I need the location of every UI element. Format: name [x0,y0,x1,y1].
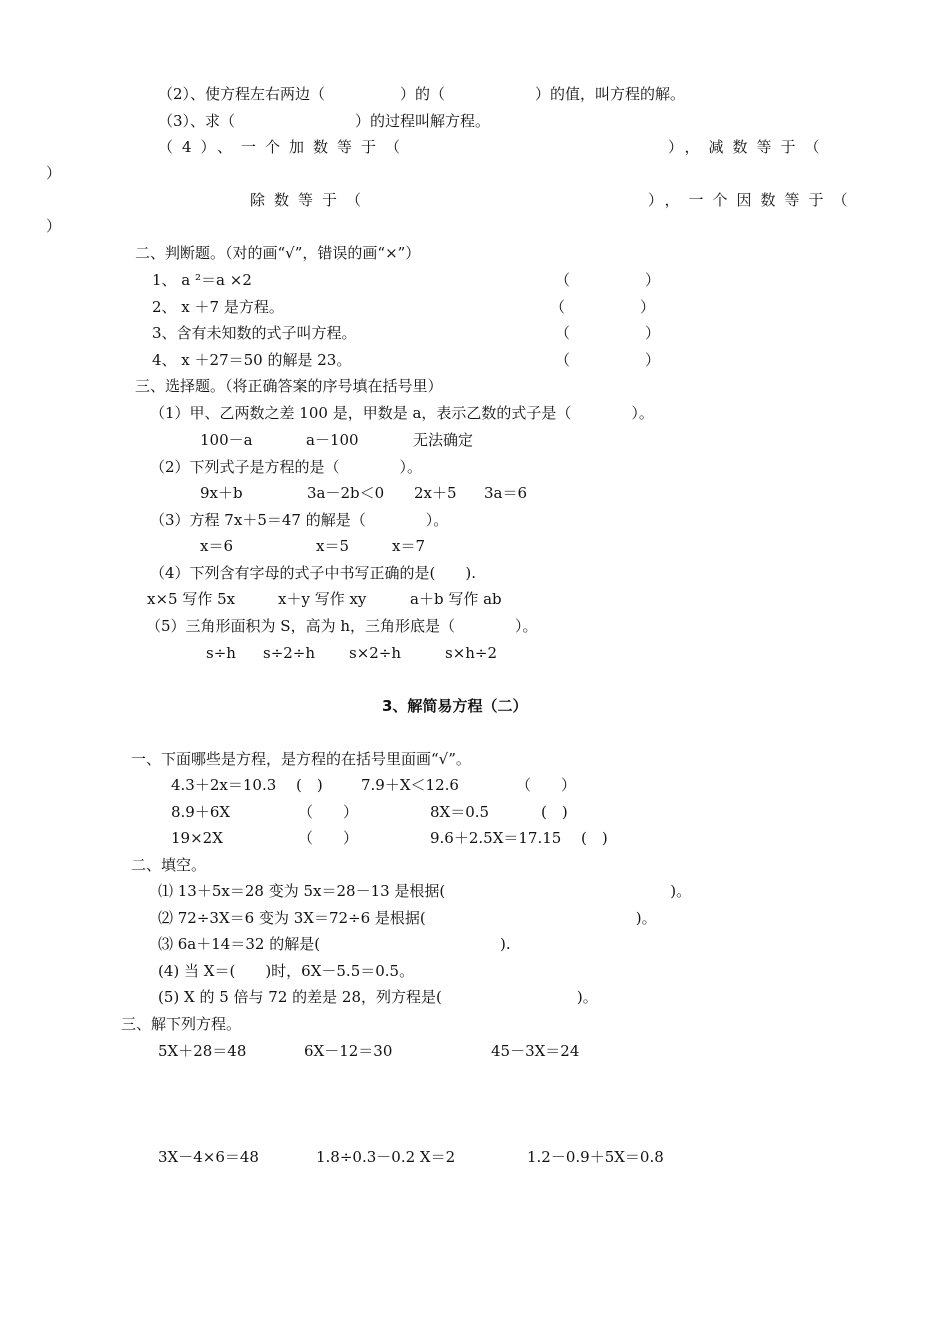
s1-bracket: ( ) [541,803,568,821]
choice-option: 2x＋5 [414,484,457,502]
choice-option: s÷2÷h [263,644,316,662]
fill-q3: （3）、求（ ）的过程叫解方程。 [158,112,491,130]
choice-q4: （4）下列含有字母的式子中书写正确的是( ). [150,564,477,582]
judge-bracket: （ ） [555,351,661,369]
fill-q4a-end: ），减数等于（ [668,138,829,156]
s1-expr: 7.9＋X＜12.6 [361,776,459,794]
choice-q2: （2）下列式子是方程的是（ ）。 [150,458,423,476]
s1-expr: 9.6＋2.5X＝17.15 [430,829,562,847]
choice-option: a＋b 写作 ab [410,590,502,608]
choice-option: x＝5 [316,537,350,555]
s1-heading: 一、下面哪些是方程，是方程的在括号里面画“√”。 [131,750,471,768]
judge-item: 3、含有未知数的式子叫方程。 [152,324,357,342]
fill-q4b-end: ），一个因数等于（ [648,191,857,209]
choice-q5: （5）三角形面积为 S，高为 h，三角形底是（ ）。 [146,617,538,635]
s2-item: ⑴ 13＋5x＝28 变为 5x＝28－13 是根据( )。 [158,882,692,900]
fill-q4a: （4）、一个加数等于（ [158,138,410,156]
judge-item: 1、 a ²＝a ×2 [152,271,252,289]
choice-option: a－100 [306,431,359,449]
equation: 1.8÷0.3－0.2 X＝2 [316,1148,456,1166]
fill-q4b: 除数等于（ [250,191,371,209]
judge-item: 2、 x ＋7 是方程。 [152,298,284,316]
judge-bracket: （ ） [555,324,661,342]
choice-option: 无法确定 [413,431,474,449]
judge-bracket: （ ） [550,298,656,316]
choice-option: 3a＝6 [484,484,528,502]
fill-q2: （2）、使方程左右两边（ ）的（ ）的值，叫方程的解。 [158,85,686,103]
s1-bracket: ( ) [296,776,323,794]
section-title: 3、解简易方程（二） [382,697,528,715]
s3-heading: 三、解下列方程。 [121,1015,242,1033]
choice-heading: 三、选择题。（将正确答案的序号填在括号里） [135,377,443,395]
choice-option: s×h÷2 [445,644,498,662]
judge-heading: 二、判断题。（对的画“√”，错误的画“×”） [135,244,421,262]
s2-heading: 二、填空。 [131,856,207,874]
equation: 45－3X＝24 [491,1042,580,1060]
choice-option: s×2÷h [349,644,402,662]
s1-expr: 19×2X [171,829,223,847]
s1-bracket: （ ） [516,776,577,794]
s2-item: (4) 当 X＝( )时，6X－5.5＝0.5。 [158,962,415,980]
equation: 6X－12＝30 [304,1042,393,1060]
equation: 1.2－0.9＋5X＝0.8 [527,1148,664,1166]
choice-option: x×5 写作 5x [147,590,236,608]
s2-item: ⑵ 72÷3X＝6 变为 3X＝72÷6 是根据( )。 [158,909,657,927]
s2-item: (5) X 的 5 倍与 72 的差是 28，列方程是( )。 [158,988,598,1006]
judge-item: 4、 x ＋27＝50 的解是 23。 [152,351,352,369]
fill-q4b-wrap: ） [46,217,62,235]
choice-option: 100－a [200,431,253,449]
s1-expr: 8X＝0.5 [430,803,490,821]
equation: 5X＋28＝48 [158,1042,247,1060]
choice-q1: （1）甲、乙两数之差 100 是，甲数是 a，表示乙数的式子是（ ）。 [150,404,654,422]
choice-option: s÷h [206,644,236,662]
choice-option: x＋y 写作 xy [278,590,367,608]
judge-bracket: （ ） [555,271,661,289]
s2-item: ⑶ 6a＋14＝32 的解是( ). [158,935,511,953]
choice-option: x＝7 [392,537,426,555]
fill-q4a-wrap: ） [46,164,62,182]
s1-bracket: （ ） [298,803,359,821]
choice-option: 3a－2b＜0 [307,484,385,502]
choice-q3: （3）方程 7x＋5＝47 的解是（ ）。 [150,511,449,529]
s1-bracket: （ ） [298,829,359,847]
s1-expr: 4.3＋2x＝10.3 [171,776,277,794]
s1-bracket: ( ) [581,829,608,847]
s1-expr: 8.9＋6X [171,803,231,821]
choice-option: x＝6 [200,537,234,555]
equation: 3X－4×6＝48 [158,1148,259,1166]
choice-option: 9x＋b [200,484,243,502]
